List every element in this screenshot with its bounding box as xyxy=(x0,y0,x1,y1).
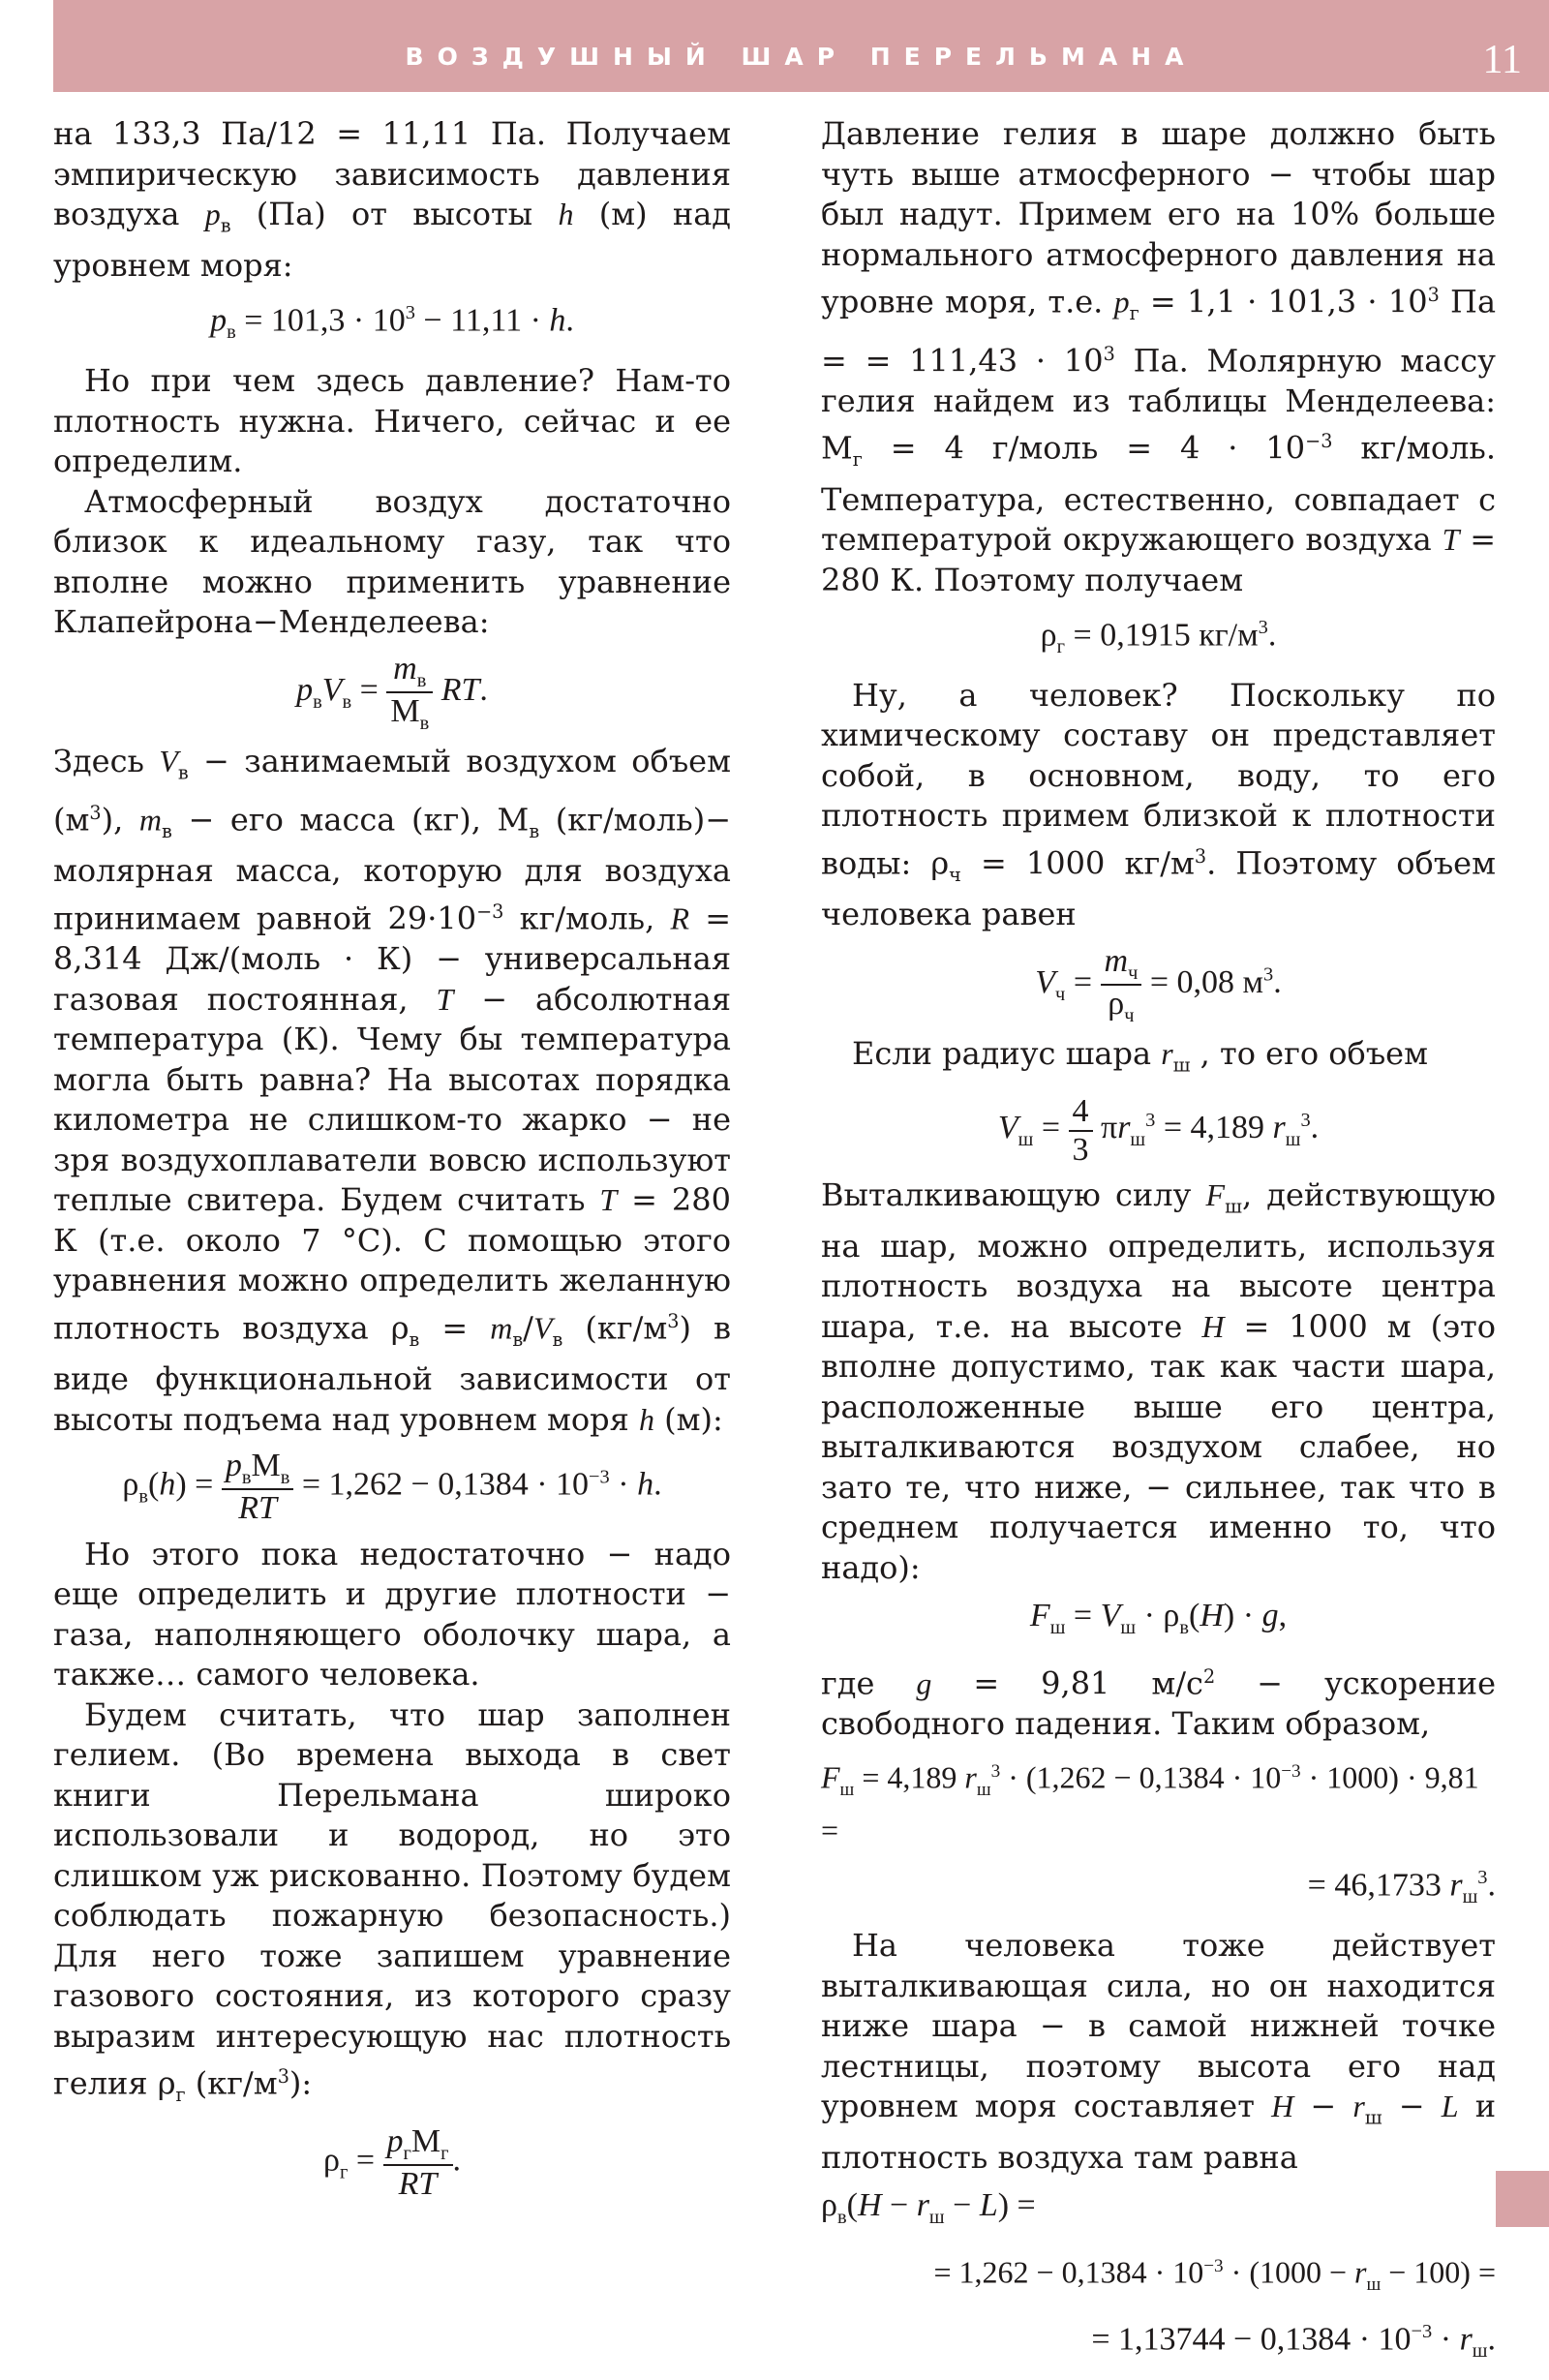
left-column xyxy=(53,114,731,2210)
equation: $F_ш = V_ш \cdot \rho_в(H) \cdot g$, xyxy=(1029,1598,1288,1639)
paragraph: Здесь $V_в$ − занимаемый воздухом объем $(м^3)$, $m_в$ − его масса (кг), $M_в$ (кг/моль)− молярная масса, которую для воздуха принимаем равной $29\cdot 10^{-3}$ кг/моль, R = 8,314 Дж/(моль · К) − универсальная газовая постоянная, T − абсолютная температура (К). Чему бы температура могла быть равна? На высотах порядка километра не слишком-то жарко − не зря воздухоплаватели вовсю используют теплые свитера. Будем считать T = 280 К (т.е. около 7 °С). С помощью этого уравнения можно определить желанную плотность воздуха $\rho_в = m_в/V_в$ $(кг/м^3)$ в виде функциональной зависимости от высоты подъема над уровнем моря h (м): xyxy=(53,742,732,1438)
equation: $V_ш$ = $\frac{4}{3}$ $\pi r_ш^3 = 4,189$ $r_ш^3$. xyxy=(997,1093,1320,1168)
page-header xyxy=(53,0,1549,92)
equation: $\rho_в(h)$ = $\frac{p_вM_в}{RT}$ = $1,262 - 0,1384 \cdot 10^{-3} \cdot h$. xyxy=(122,1448,662,1527)
paragraph: Но этого пока недостаточно − надо еще определить и другие плотности − газа, наполняющего оболочку шара, а также… самого человека. xyxy=(53,1535,731,1693)
paragraph: Если радиус шара $r_ш$ , то его объем xyxy=(852,1035,1428,1077)
paragraph: на 133,3 Па/12 = 11,11 Па. Получаем эмпирическую зависимость давления воздуха $p_в$ (Па) от высоты h (м) над уровнем моря: xyxy=(53,115,732,284)
equation: $V_ч$ = $\frac{m_ч}{\rho_ч}$ = 0,08 $м^3$. xyxy=(1035,942,1282,1026)
equation: = $1,13744 - 0,1384 \cdot 10^{-3} \cdot r_ш$. xyxy=(1091,2321,1496,2363)
equation: = $1,262 - 0,1384 \cdot 10^{-3} \cdot (1000 - r_ш - 100)$ = xyxy=(933,2254,1496,2295)
equation: $\rho_г = 0,1915$ $кг/м^3$. xyxy=(1040,617,1277,658)
paragraph: Будем считать, что шар заполнен гелием. (Во времена выхода в свет книги Перельмана широко использовали и водород, но это слишком уж рискованно. Поэтому будем соблюдать пожарную безопасность.) Для него тоже запишем уравнение газового состояния, из которого сразу выразим интересующую нас плотность гелия $\rho_г$ $(кг/м^3)$: xyxy=(53,1695,731,2107)
equation: $F_ш = 4,189$ $r_ш^3 \cdot (1,262 - 0,1384 \cdot 10^{-3} \cdot 1000) \cdot 9,81$ = xyxy=(821,1760,1479,1847)
equation: $\rho_в(H - r_ш - L)$ = xyxy=(821,2187,1036,2229)
equation: $\rho_г$ = $\frac{p_гM_г}{RT}$ . xyxy=(322,2122,461,2203)
paragraph: Но при чем здесь давление? Нам-то плотность нужна. Ничего, сейчас и ее определим. xyxy=(53,362,731,480)
paragraph: Атмосферный воздух достаточно близок к идеальному газу, так что вполне можно применить уравнение Клапейрона−Менделеева: xyxy=(53,482,731,641)
equation: = 46,1733 $r_ш^3$. xyxy=(1307,1867,1496,1908)
corner-tab xyxy=(1496,2171,1549,2227)
equation: $p_в = 101,3 \cdot 10^3 - 11,11 \cdot h$. xyxy=(210,302,574,344)
running-title: ВОЗДУШНЫЙ ШАР ПЕРЕЛЬМАНА xyxy=(405,43,1198,71)
paragraph: где g = 9,81 $м/с^2$ − ускорение свободного падения. Таким образом, xyxy=(821,1664,1497,1742)
paragraph: На человека тоже действует выталкивающая сила, но он находится ниже шара − в самой нижней точке лестницы, поэтому высота его над уровнем моря составляет $H - r_ш - L$ и плотность воздуха там равна xyxy=(821,1927,1497,2176)
page-number: 11 xyxy=(1482,38,1522,82)
paragraph: Давление гелия в шаре должно быть чуть выше атмосферного − чтобы шар был надут. Примем его на 10% больше нормального атмосферного давления на уровне моря, т.е. $p_г = 1,1 \cdot 101,3 \cdot 10^3$ Па = = $111,43 \cdot 10^3$ Па. Молярную массу гелия найдем из таблицы Менделеева: $M_г = 4$ г/моль = $4 \cdot 10^{-3}$ кг/моль. Температура, естественно, совпадает с температурой окружающего воздуха T = 280 К. Поэтому получаем xyxy=(821,115,1497,598)
paragraph: Ну, а человек? Поскольку по химическому составу он представляет собой, в основном, воду, то его плотность примем близкой к плотности воды: $\rho_ч = 1000$ $кг/м^3$. Поэтому объем человека равен xyxy=(821,676,1497,933)
equation: $p_вV_в$ = $\frac{m_в}{M_в}$ RT. xyxy=(296,650,488,734)
right-column xyxy=(821,114,1496,2380)
paragraph: Выталкивающую силу $F_ш$, действующую на шар, можно определить, используя плотность воздуха на высоте центра шара, т.е. на высоте H = 1000 м (это вполне допустимо, так как части шара, расположенные выше его центра, выталкиваются воздухом слабее, но зато те, что ниже, − сильнее, так что в среднем получается именно то, что надо): xyxy=(821,1176,1497,1586)
